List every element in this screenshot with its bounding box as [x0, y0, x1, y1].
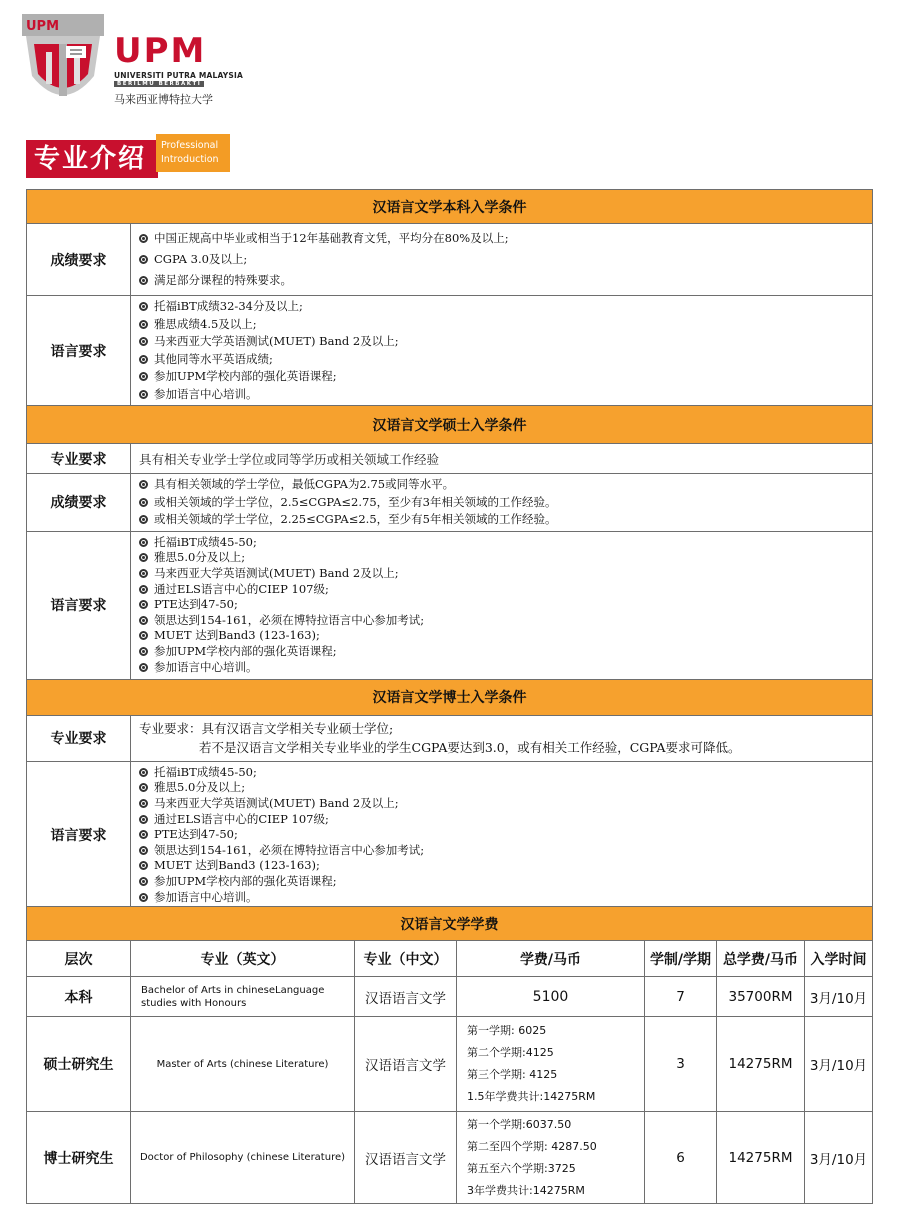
list-item: 参加语言中心培训。 — [139, 386, 864, 404]
bullet-icon — [139, 877, 148, 886]
fee-tuition-line: 第二个学期:4125 — [467, 1046, 554, 1059]
phd-title-row — [27, 679, 873, 715]
fee-header-row — [27, 941, 873, 977]
master-lang-label: 语言要求 — [27, 531, 131, 679]
bullet-icon — [139, 498, 148, 507]
fee-total: 14275RM — [717, 1112, 805, 1204]
phd-major-content — [131, 715, 873, 761]
fee-major-cn: 汉语语言文学 — [355, 1112, 457, 1204]
fee-header-level: 层次 — [27, 941, 131, 977]
bachelor-lang-row — [27, 296, 873, 406]
list-item: 马来西亚大学英语测试(MUET) Band 2及以上; — [139, 796, 864, 812]
master-major-label: 专业要求 — [27, 444, 131, 474]
list-item: 领思达到154-161，必须在博特拉语言中心参加考试; — [139, 613, 864, 629]
master-grade-content — [131, 474, 873, 532]
fee-terms: 3 — [645, 1017, 717, 1112]
list-item: MUET 达到Band3 (123-163); — [139, 628, 864, 644]
fee-table — [26, 906, 873, 1204]
bullet-icon — [139, 302, 148, 311]
fee-tuition-line: 3年学费共计:14275RM — [467, 1183, 585, 1197]
table-row — [27, 977, 873, 1017]
bullet-icon — [139, 616, 148, 625]
fee-title-row — [27, 907, 873, 941]
master-major-text: 具有相关专业学士学位或同等学历或相关领域工作经验 — [131, 444, 873, 474]
fee-header-major-en: 专业（英文） — [131, 941, 355, 977]
bachelor-title: 汉语言文学本科入学条件 — [27, 190, 873, 224]
bachelor-title-row — [27, 190, 873, 224]
table-row — [27, 1112, 873, 1204]
fee-tuition-line: 第三个学期: 4125 — [467, 1068, 558, 1081]
section-tag-line2: Introduction — [161, 154, 219, 165]
phd-title: 汉语言文学博士入学条件 — [27, 679, 873, 715]
bachelor-lang-content — [131, 296, 873, 406]
phd-lang-row — [27, 761, 873, 909]
list-item: 托福iBT成绩45-50; — [139, 535, 864, 551]
fee-header-major-cn: 专业（中文） — [355, 941, 457, 977]
fee-intake: 3月/10月 — [805, 977, 873, 1017]
fee-title: 汉语言文学学费 — [27, 907, 873, 941]
fee-major-en: Master of Arts (chinese Literature) — [131, 1017, 355, 1112]
fee-terms: 7 — [645, 977, 717, 1017]
master-title: 汉语言文学硕士入学条件 — [27, 406, 873, 444]
fee-major-en: Bachelor of Arts in chineseLanguage studies with Honours — [131, 977, 355, 1017]
list-item: 或相关领域的学士学位，2.5≤CGPA≤2.75，至少有3年相关领域的工作经验。 — [139, 494, 864, 512]
bullet-icon — [139, 355, 148, 364]
fee-tuition: 5100 — [457, 977, 645, 1017]
bullet-icon — [139, 861, 148, 870]
bullet-icon — [139, 768, 148, 777]
bullet-icon — [139, 515, 148, 524]
list-item: 参加UPM学校内部的强化英语课程; — [139, 368, 864, 386]
list-item: 参加语言中心培训。 — [139, 890, 864, 906]
bullet-icon — [139, 830, 148, 839]
list-item: 其他同等水平英语成绩; — [139, 351, 864, 369]
list-item: CGPA 3.0及以上; — [139, 249, 864, 270]
fee-tuition-line: 第一学期: 6025 — [467, 1024, 547, 1037]
bullet-icon — [139, 585, 148, 594]
bullet-icon — [139, 893, 148, 902]
master-title-row — [27, 406, 873, 444]
master-major-row — [27, 444, 873, 474]
logo-name-cn: 马来西亚博特拉大学 — [114, 93, 213, 106]
bullet-icon — [139, 553, 148, 562]
fee-major-en: Doctor of Philosophy (chinese Literature) — [131, 1112, 355, 1204]
fee-tuition-line: 1.5年学费共计:14275RM — [467, 1090, 596, 1103]
requirements-table — [26, 189, 873, 910]
list-item: 参加语言中心培训。 — [139, 660, 864, 676]
phd-major-row — [27, 715, 873, 761]
fee-intake: 3月/10月 — [805, 1017, 873, 1112]
list-item: 中国正规高中毕业或相当于12年基础教育文凭，平均分在80%及以上; — [139, 228, 864, 249]
master-grade-row — [27, 474, 873, 532]
bullet-icon — [139, 255, 148, 264]
list-item: 雅思成绩4.5及以上; — [139, 316, 864, 334]
fee-tuition-line: 第五至六个学期:3725 — [467, 1161, 576, 1175]
list-item: PTE达到47-50; — [139, 827, 864, 843]
fee-terms: 6 — [645, 1112, 717, 1204]
section-tag — [156, 134, 230, 172]
bullet-icon — [139, 337, 148, 346]
bullet-icon — [139, 320, 148, 329]
list-item: PTE达到47-50; — [139, 597, 864, 613]
fee-total: 35700RM — [717, 977, 805, 1017]
bullet-icon — [139, 538, 148, 547]
fee-total: 14275RM — [717, 1017, 805, 1112]
fee-tuition-line: 第二至四个学期: 4287.50 — [467, 1139, 597, 1153]
bullet-icon — [139, 631, 148, 640]
fee-major-cn: 汉语语言文学 — [355, 1017, 457, 1112]
fee-level: 本科 — [27, 977, 131, 1017]
fee-major-cn: 汉语语言文学 — [355, 977, 457, 1017]
list-item: 雅思5.0分及以上; — [139, 780, 864, 796]
list-item: 满足部分课程的特殊要求。 — [139, 270, 864, 291]
emblem-text: UPM — [26, 19, 60, 34]
fee-header-intake: 入学时间 — [805, 941, 873, 977]
list-item: 托福iBT成绩32-34分及以上; — [139, 298, 864, 316]
bachelor-grade-content — [131, 224, 873, 296]
logo-name-en: UNIVERSITI PUTRA MALAYSIA — [114, 71, 244, 80]
logo-wordmark: UPM — [114, 31, 207, 71]
bullet-icon — [139, 815, 148, 824]
list-item: MUET 达到Band3 (123-163); — [139, 858, 864, 874]
fee-level: 博士研究生 — [27, 1112, 131, 1204]
list-item: 参加UPM学校内部的强化英语课程; — [139, 874, 864, 890]
bullet-icon — [139, 647, 148, 656]
list-item: 通过ELS语言中心的CIEP 107级; — [139, 582, 864, 598]
list-item: 领思达到154-161，必须在博特拉语言中心参加考试; — [139, 843, 864, 859]
phd-major-line2: 若不是汉语言文学相关专业毕业的学生CGPA要达到3.0，或有相关工作经验，CGPA要求可降低。 — [199, 740, 741, 755]
list-item: 托福iBT成绩45-50; — [139, 765, 864, 781]
bachelor-grade-label: 成绩要求 — [27, 224, 131, 296]
bullet-icon — [139, 234, 148, 243]
bullet-icon — [139, 663, 148, 672]
fee-header-terms: 学制/学期 — [645, 941, 717, 977]
upm-emblem-icon — [22, 14, 104, 106]
fee-intake: 3月/10月 — [805, 1112, 873, 1204]
fee-tuition — [457, 1017, 645, 1112]
fee-tuition — [457, 1112, 645, 1204]
section-title: 专业介绍 — [26, 140, 158, 178]
logo-motto: BERILMU BERBAKTI — [114, 81, 204, 87]
list-item: 马来西亚大学英语测试(MUET) Band 2及以上; — [139, 566, 864, 582]
section-tag-line1: Professional — [161, 140, 219, 151]
bullet-icon — [139, 372, 148, 381]
list-item: 参加UPM学校内部的强化英语课程; — [139, 644, 864, 660]
bullet-icon — [139, 846, 148, 855]
bullet-icon — [139, 600, 148, 609]
fee-tuition-line: 第一个学期:6037.50 — [467, 1117, 572, 1131]
list-item: 或相关领域的学士学位，2.25≤CGPA≤2.5，至少有5年相关领域的工作经验。 — [139, 511, 864, 529]
fee-header-total: 总学费/马币 — [717, 941, 805, 977]
list-item: 马来西亚大学英语测试(MUET) Band 2及以上; — [139, 333, 864, 351]
master-lang-content — [131, 531, 873, 679]
master-grade-label: 成绩要求 — [27, 474, 131, 532]
list-item: 雅思5.0分及以上; — [139, 550, 864, 566]
phd-lang-label: 语言要求 — [27, 761, 131, 909]
master-lang-row — [27, 531, 873, 679]
fee-header-tuition: 学费/马币 — [457, 941, 645, 977]
phd-major-line1: 专业要求：具有汉语言文学相关专业硕士学位; — [139, 721, 394, 736]
bachelor-grade-row — [27, 224, 873, 296]
upm-logo — [22, 14, 272, 109]
list-item: 通过ELS语言中心的CIEP 107级; — [139, 812, 864, 828]
fee-level: 硕士研究生 — [27, 1017, 131, 1112]
list-item: 具有相关领域的学士学位，最低CGPA为2.75或同等水平。 — [139, 476, 864, 494]
bullet-icon — [139, 799, 148, 808]
bullet-icon — [139, 276, 148, 285]
bullet-icon — [139, 569, 148, 578]
bullet-icon — [139, 480, 148, 489]
table-row — [27, 1017, 873, 1112]
bullet-icon — [139, 390, 148, 399]
phd-lang-content — [131, 761, 873, 909]
bachelor-lang-label: 语言要求 — [27, 296, 131, 406]
phd-major-label: 专业要求 — [27, 715, 131, 761]
bullet-icon — [139, 783, 148, 792]
